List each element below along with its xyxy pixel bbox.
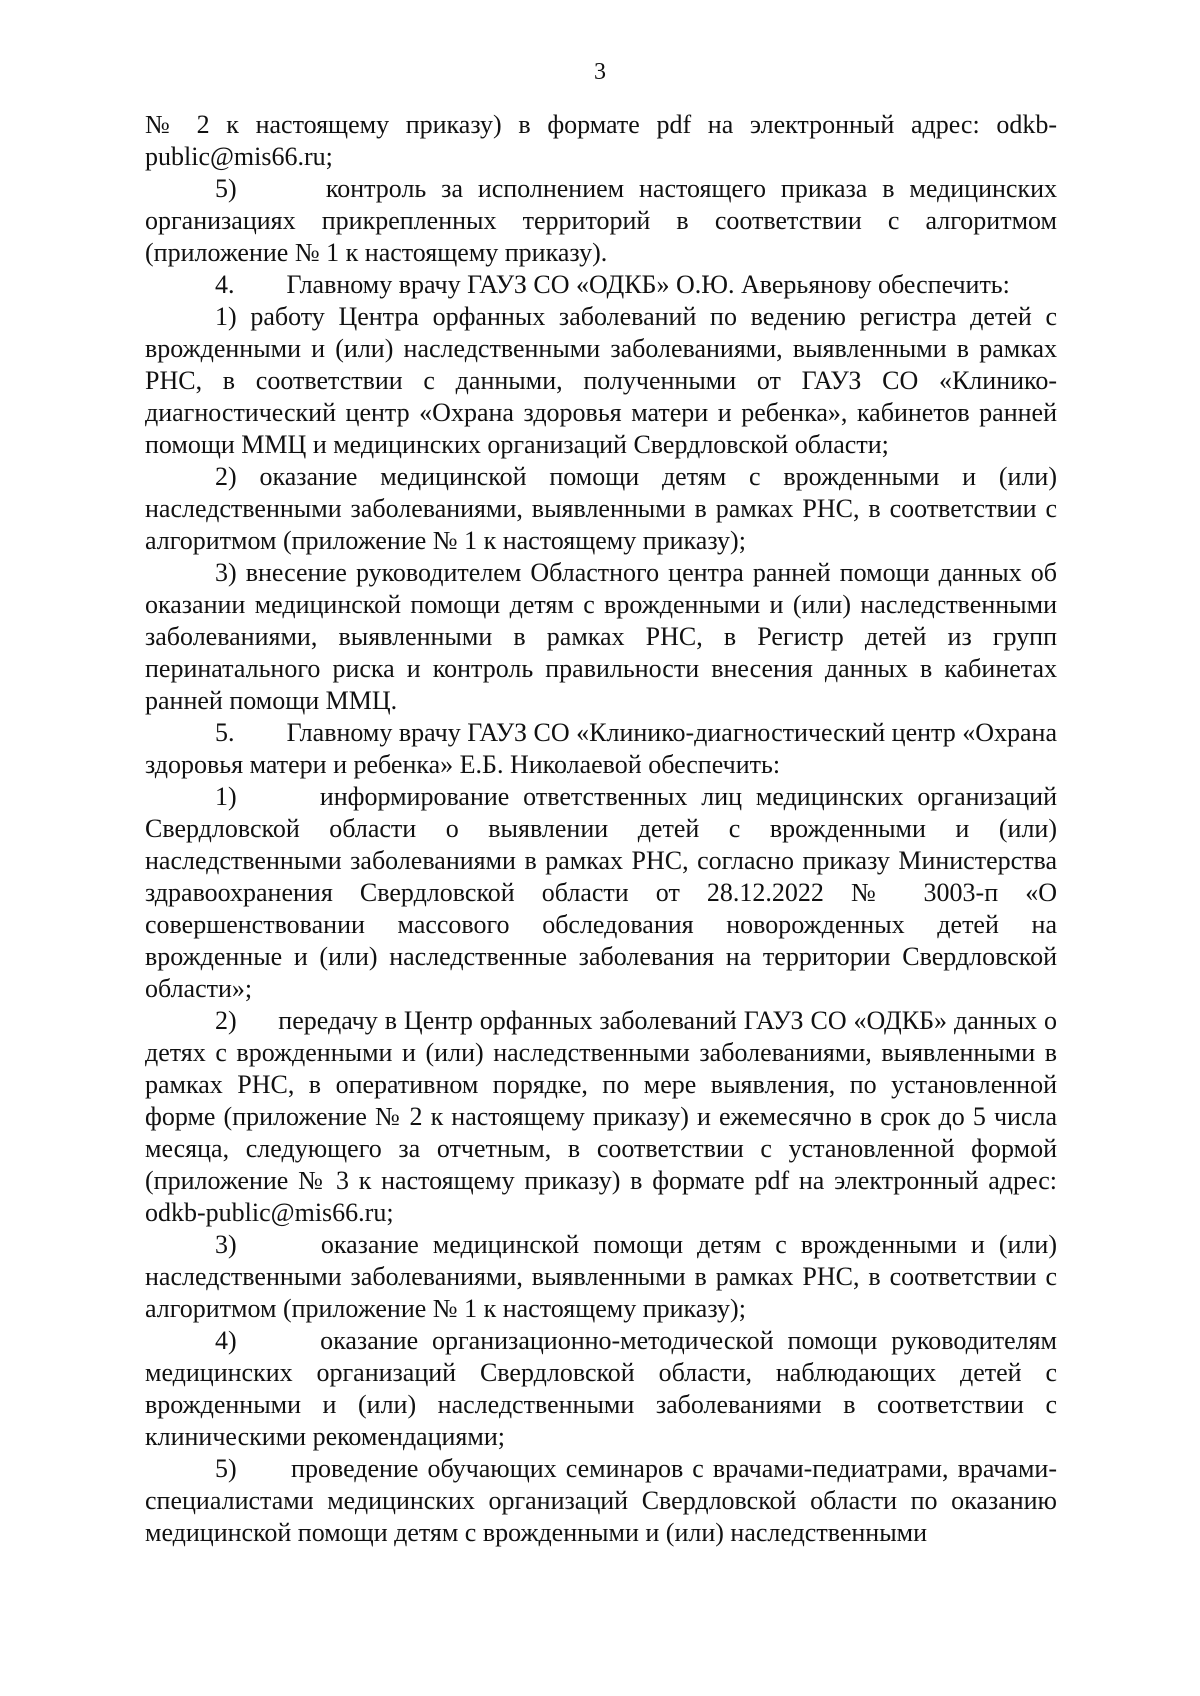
page-number: 3 [594,59,606,85]
paragraph-5-2-data-transfer: 2) передачу в Центр орфанных заболеваний ГАУЗ СО «ОДКБ» данных о детях с врожденными и (или) наследственными заболеваниями, выявленными в рамках РНС, в оперативном порядке, по мере выявления, по установленной форме (приложение № 2 к настоящему приказу) и ежемесячно в срок до 5 числа месяца, следующего за отчетным, в соответствии с установленной формой (приложение № 3 к настоящему приказу) в формате pdf на электронный адрес: odkb-public@mis66.ru; [145,1006,1057,1227]
document-body [145,109,1057,1549]
paragraph-4-3-registry-entry: 3) внесение руководителем Областного центра ранней помощи данных об оказании медицинской помощи детям с врожденными и (или) наследственными заболеваниями, выявленными в рамках РНС, в Регистр детей из групп перинатального риска и контроль правильности внесения данных в кабинетах ранней помощи ММЦ. [145,558,1057,715]
paragraph-5-3-medical-care: 3) оказание медицинской помощи детям с врожденными и (или) наследственными заболеваниями, выявленными в рамках РНС, в соответствии с алгоритмом (приложение № 1 к настоящему приказу); [145,1230,1057,1323]
paragraph-4-heading: 4. Главному врачу ГАУЗ СО «ОДКБ» О.Ю. Аверьянову обеспечить: [215,270,1010,299]
paragraph-5-1-informing: 1) информирование ответственных лиц медицинских организаций Свердловской области о выявлении детей с врожденными и (или) наследственными заболеваниями в рамках РНС, согласно приказу Министерства здравоохранения Свердловской области от 28.12.2022 № 3003-п «О совершенствовании массового обследования новорожденных детей на врожденные и (или) наследственные заболевания на территории Свердловской области»; [145,782,1057,1003]
paragraph-3-5-control: 5) контроль за исполнением настоящего приказа в медицинских организациях прикрепленных территорий в соответствии с алгоритмом (приложение № 1 к настоящему приказу). [145,174,1057,267]
paragraph-5-heading: 5. Главному врачу ГАУЗ СО «Клинико-диагностический центр «Охрана здоровья матери и ребенка» Е.Б. Николаевой обеспечить: [145,718,1057,779]
paragraph-5-4-methodical-help: 4) оказание организационно-методической помощи руководителям медицинских организаций Свердловской области, наблюдающих детей с врожденными и (или) наследственными заболеваниями в соответствии с клиническими рекомендациями; [145,1326,1057,1451]
paragraph-4-1-orphan-center: 1) работу Центра орфанных заболеваний по ведению регистра детей с врожденными и (или) наследственными заболеваниями, выявленными в рамках РНС, в соответствии с данными, полученными от ГАУЗ СО «Клинико-диагностический центр «Охрана здоровья матери и ребенка», кабинетов ранней помощи ММЦ и медицинских организаций Свердловской области; [145,302,1057,459]
paragraph-continuation: № 2 к настоящему приказу) в формате pdf на электронный адрес: odkb-public@mis66.ru; [145,110,1057,171]
paragraph-4-2-medical-care: 2) оказание медицинской помощи детям с врожденными и (или) наследственными заболеваниями, выявленными в рамках РНС, в соответствии с алгоритмом (приложение № 1 к настоящему приказу); [145,462,1057,555]
paragraph-5-5-seminars: 5) проведение обучающих семинаров с врачами-педиатрами, врачами-специалистами медицинских организаций Свердловской области по оказанию медицинской помощи детям с врожденными и (или) наследственными [145,1454,1057,1547]
